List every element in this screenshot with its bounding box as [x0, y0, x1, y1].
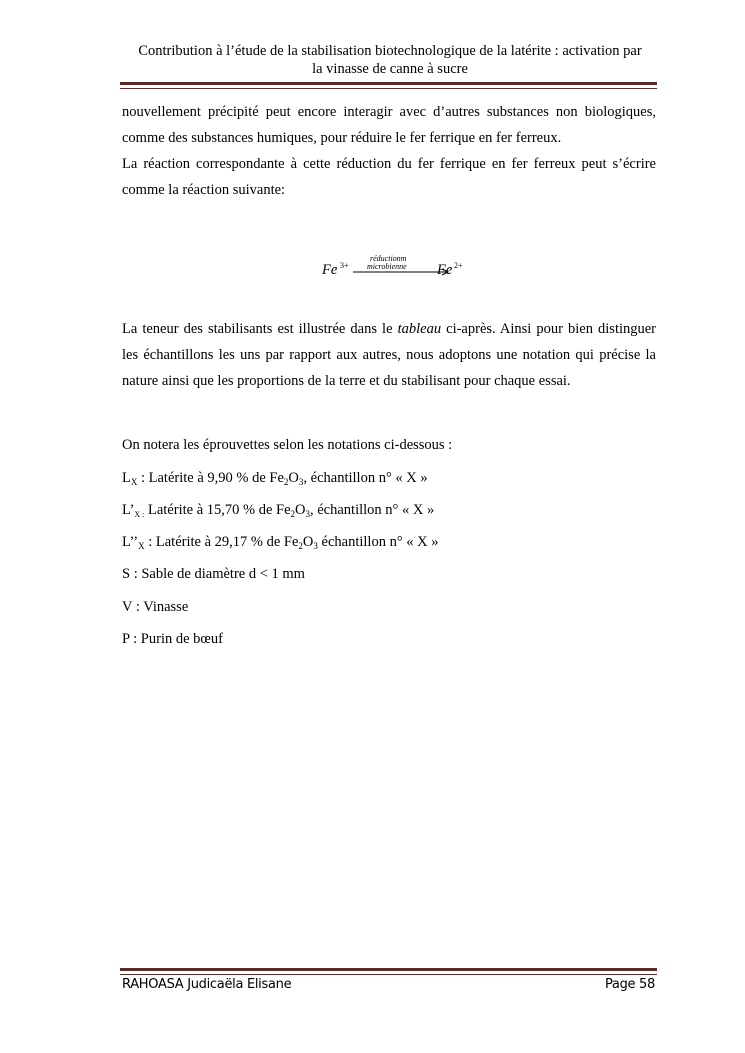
notation-lppx-subscript: X	[138, 541, 145, 551]
page-header	[120, 42, 660, 78]
notation-lppx-sub2: 2	[298, 541, 303, 551]
notation-lpx	[122, 502, 434, 519]
equation-left-charge: 3+	[340, 261, 349, 270]
notation-lpx-sub2: 2	[290, 509, 296, 519]
paragraph-stabilisants-italic: tableau	[397, 321, 442, 337]
notation-lx-text-b: , échantillon n° « X »	[303, 470, 428, 486]
paragraph-stabilisants-b: ci-après. Ainsi pour bien distinguer les échantillons les uns par rapport aux autres, nous adoptons une notation qui précise la nature ainsi que les proportions de la terre et du stabilisant pour chaque essai.	[122, 321, 657, 389]
header-line-1: Contribution à l’étude de la stabilisation biotechnologique de la latérite : activation par	[138, 43, 642, 59]
footer-page-number: Page 58	[604, 977, 655, 992]
notation-lppx-sub3: 3	[313, 541, 318, 551]
notation-lpx-subscript: X :	[134, 510, 145, 519]
notation-lx-sub3: 3	[298, 477, 304, 487]
notation-lppx	[122, 534, 438, 551]
notation-lppx-text: : Latérite à 29,17 % de Fe	[144, 534, 299, 550]
notation-s: S : Sable de diamètre d < 1 mm	[122, 566, 305, 582]
footer-rule	[120, 968, 657, 975]
reduction-equation	[320, 252, 470, 282]
notation-lx-subscript: X	[130, 477, 138, 487]
equation-left-species: Fe	[322, 262, 338, 278]
notation-lppx-o: O	[302, 534, 314, 550]
header-line-2: la vinasse de canne à sucre	[312, 61, 468, 77]
notation-lpx-sub3: 3	[305, 509, 310, 519]
paragraph-notation-intro: On notera les éprouvettes selon les notations ci-dessous :	[122, 437, 453, 453]
notation-p: P : Purin de bœuf	[122, 631, 223, 647]
notation-lx-o: O	[288, 470, 299, 486]
equation-right-charge: 2+	[454, 261, 463, 270]
equation-arrow-label-top: réductionm	[370, 254, 407, 263]
paragraph-intro	[122, 99, 656, 203]
notation-lx	[122, 470, 428, 487]
paragraph-intro-text: nouvellement précipité peut encore interagir avec d’autres substances non biologiques, comme des substances humiques, pour réduire le fer ferrique en fer ferreux.	[122, 104, 656, 146]
notation-lpx-text-b: , échantillon n° « X »	[310, 502, 435, 518]
notation-lpx-o: O	[295, 502, 306, 518]
paragraph-stabilisants	[122, 316, 656, 394]
paragraph-stabilisants-a: La teneur des stabilisants est illustrée dans le	[122, 321, 393, 337]
notation-lpx-symbol: L’	[122, 502, 135, 518]
paragraph-reaction-text: La réaction correspondante à cette réduction du fer ferrique en fer ferreux peut s’écrire comme la réaction suivante:	[122, 156, 656, 198]
notation-v: V : Vinasse	[122, 599, 189, 615]
equation-right-species: Fe	[437, 262, 453, 278]
notation-lx-sub2: 2	[283, 477, 289, 487]
notation-lx-text: : Latérite à 9,90 % de Fe	[137, 470, 284, 486]
footer-author: RAHOASA Judicaëla Elisane	[122, 977, 292, 992]
notation-lpx-text: Latérite à 15,70 % de Fe	[144, 502, 291, 518]
notation-lx-symbol: L	[122, 470, 131, 486]
header-rule	[120, 82, 657, 89]
notation-lppx-symbol: L’’	[122, 534, 139, 550]
notation-lppx-text-b: échantillon n° « X »	[317, 534, 439, 550]
equation-arrow-label-bottom: microbienne	[367, 262, 407, 271]
